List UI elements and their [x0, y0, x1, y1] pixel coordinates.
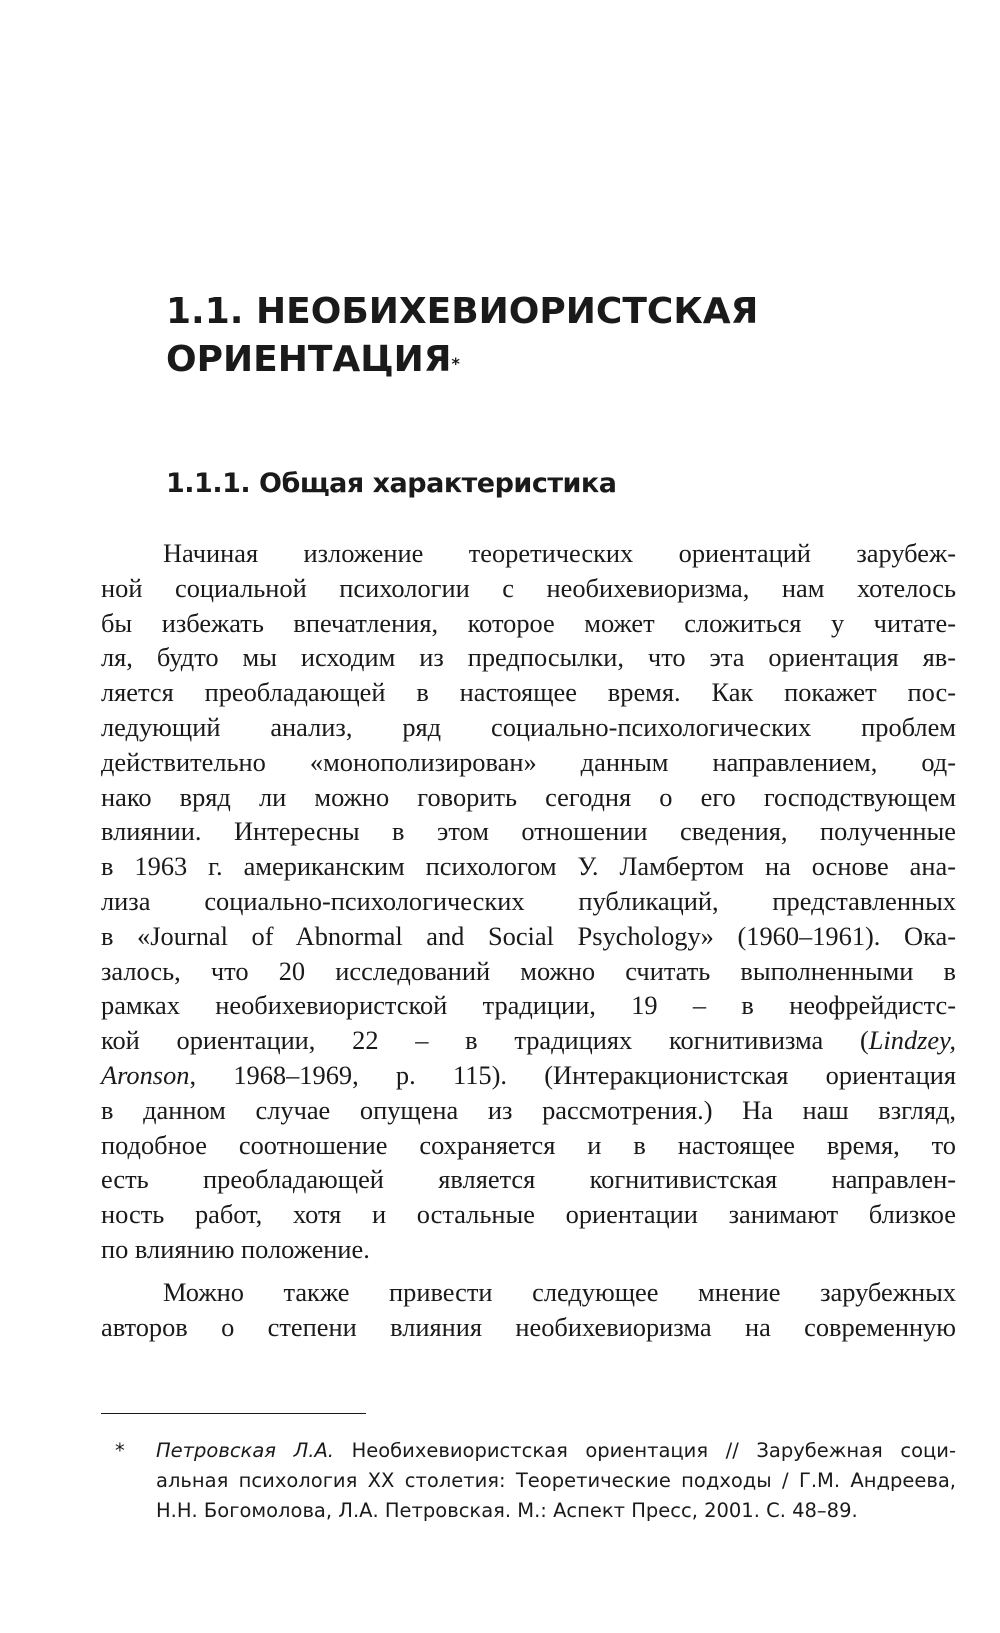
- text-fragment: , 1968–1969, р. 115). (Интеракционистская ориентация: [189, 1059, 956, 1090]
- footnote-line: альная психология XX столетия: Теоретические подходы / Г.М. Андреева,: [156, 1469, 956, 1492]
- chapter-number: 1.1.: [166, 291, 244, 332]
- footnote: [101, 1436, 956, 1526]
- footnote-line: [156, 1436, 956, 1466]
- text-line: ность работ, хотя и остальные ориентации занимают близкое: [101, 1199, 956, 1230]
- section-title: 1.1.1. Общая характеристика: [166, 468, 617, 499]
- footnote-line: Н.Н. Богомолова, Л.А. Петровская. М.: Аспект Пресс, 2001. С. 48–89.: [156, 1499, 858, 1522]
- paragraph-1: [101, 536, 956, 1267]
- citation-author: Aronson: [101, 1059, 190, 1090]
- text-line: есть преобладающей является когнитивистская направлен-: [101, 1164, 956, 1195]
- text-line: Можно также привести следующее мнение зарубежных: [163, 1276, 956, 1307]
- text-line-with-citation: [101, 1058, 956, 1093]
- text-line: в данном случае опущена из рассмотрения.) На наш взгляд,: [101, 1094, 956, 1125]
- citation-author: Lindzey,: [868, 1025, 956, 1056]
- text-line: ля, будто мы исходим из предпосылки, что эта ориентация яв-: [101, 642, 956, 673]
- text-line: ляется преобладающей в настоящее время. Как покажет пос-: [101, 677, 956, 708]
- chapter-footnote-mark: *: [451, 354, 460, 373]
- text-line: Начиная изложение теоретических ориентаций зарубеж-: [163, 538, 956, 568]
- text-line: действительно «монополизирован» данным направлением, од-: [101, 746, 956, 777]
- chapter-title: [166, 288, 926, 384]
- footnote-author: Петровская Л.А.: [156, 1439, 334, 1462]
- text-line: лиза социально-психологических публикаций, представленных: [101, 885, 956, 916]
- text-line: подобное соотношение сохраняется и в настоящее время, то: [101, 1129, 956, 1160]
- text-fragment: кой ориентации, 22 – в традициях когнитивизма (: [101, 1025, 869, 1056]
- footnote-text: Необихевиористская ориентация // Зарубежная соци-: [333, 1439, 956, 1462]
- text-line: в 1963 г. американским психологом У. Ламбертом на основе ана-: [101, 851, 956, 882]
- text-line: влиянии. Интересны в этом отношении сведения, полученные: [101, 816, 956, 847]
- text-line: нако вряд ли можно говорить сегодня о его господствующем: [101, 781, 956, 812]
- text-line: залось, что 20 исследований можно считать выполненными в: [101, 955, 956, 986]
- text-line: ной социальной психологии с необихевиоризма, нам хотелось: [101, 572, 956, 603]
- text-line: ледующий анализ, ряд социально-психологических проблем: [101, 711, 956, 742]
- text-line: авторов о степени влияния необихевиоризма на современную: [101, 1311, 956, 1342]
- paragraph-2: [101, 1275, 956, 1345]
- chapter-title-text-1: НЕОБИХЕВИОРИСТСКАЯ: [256, 291, 759, 332]
- text-line: рамках необихевиористской традиции, 19 – в неофрейдистс-: [101, 990, 956, 1021]
- chapter-title-line-2: [166, 336, 926, 384]
- chapter-title-text-2: ОРИЕНТАЦИЯ: [166, 339, 452, 380]
- text-line: по влиянию положение.: [101, 1233, 370, 1264]
- text-line-with-citation: [101, 1023, 956, 1058]
- chapter-title-line-1: [166, 288, 926, 336]
- footnote-marker: *: [115, 1439, 125, 1462]
- text-line: бы избежать впечатления, которое может сложиться у читате-: [101, 607, 956, 638]
- footnote-body: [156, 1436, 956, 1526]
- text-line: в «Journal of Abnormal and Social Psychology» (1960–1961). Ока-: [101, 920, 956, 951]
- footnote-divider: [101, 1413, 366, 1414]
- body-text: [101, 536, 956, 1344]
